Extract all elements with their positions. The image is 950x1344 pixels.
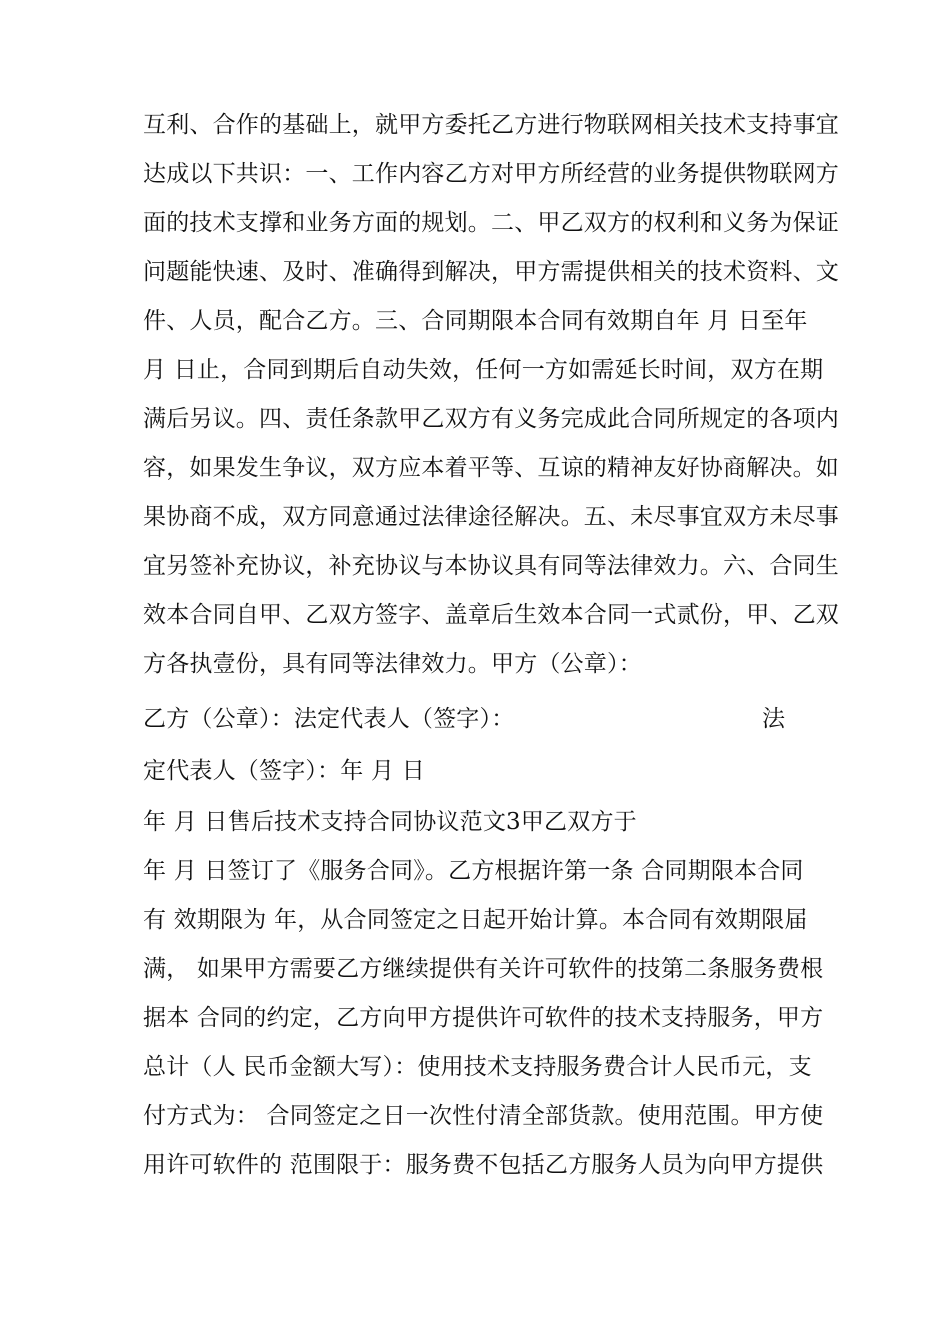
text-line: 定代表人（签字）：年 月 日 <box>143 758 425 784</box>
text-line: 容，如果发生争议，双方应本着平等、互谅的精神友好协商解决。如 <box>143 455 839 481</box>
text-line: 方各执壹份，具有同等法律效力。甲方（公章）： <box>143 651 642 677</box>
text-line: 问题能快速、及时、准确得到解决，甲方需提供相关的技术资料、文 <box>143 259 839 285</box>
text-line: 付方式为： 合同签定之日一次性付清全部货款。使用范围。甲方使 <box>143 1103 824 1129</box>
text-line: 满， 如果甲方需要乙方继续提供有关许可软件的技第二条服务费根 <box>143 956 824 982</box>
text-line: 件、人员，配合乙方。三、合同期限本合同有效期自年 月 日至年 <box>143 308 808 334</box>
text-line: 年 月 日售后技术支持合同协议范文3甲乙双方于 <box>143 809 637 835</box>
text-line: 年 月 日签订了《服务合同》。乙方根据许第一条 合同期限本合同 <box>143 858 804 884</box>
text-line: 达成以下共识：一、工作内容乙方对甲方所经营的业务提供物联网方 <box>143 161 839 187</box>
text-line: 用许可软件的 范围限于：服务费不包括乙方服务人员为向甲方提供 <box>143 1152 824 1178</box>
text-line: 据本 合同的约定，乙方向甲方提供许可软件的技术支持服务，甲方 <box>143 1005 824 1031</box>
text-line: 果协商不成，双方同意通过法律途径解决。五、未尽事宜双方未尽事 <box>143 504 839 530</box>
text-line: 乙方（公章）：法定代表人（签字）： <box>143 706 515 732</box>
text-line: 满后另议。四、责任条款甲乙双方有义务完成此合同所规定的各项内 <box>143 406 839 432</box>
text-line: 效本合同自甲、乙双方签字、盖章后生效本合同一式贰份，甲、乙双 <box>143 602 839 628</box>
text-line: 面的技术支撑和业务方面的规划。二、甲乙双方的权利和义务为保证 <box>143 210 839 236</box>
text-line: 互利、合作的基础上，就甲方委托乙方进行物联网相关技术支持事宜 <box>143 112 839 138</box>
text-line: 宜另签补充协议，补充协议与本协议具有同等法律效力。六、合同生 <box>143 553 839 579</box>
text-line: 月 日止，合同到期后自动失效，任何一方如需延长时间，双方在期 <box>143 357 824 383</box>
text-line: 有 效期限为 年，从合同签定之日起开始计算。本合同有效期限届 <box>143 907 808 933</box>
text-line-right: 法 <box>762 706 785 732</box>
text-line: 总计（人 民币金额大写）：使用技术支持服务费合计人民币元，支 <box>143 1054 812 1080</box>
